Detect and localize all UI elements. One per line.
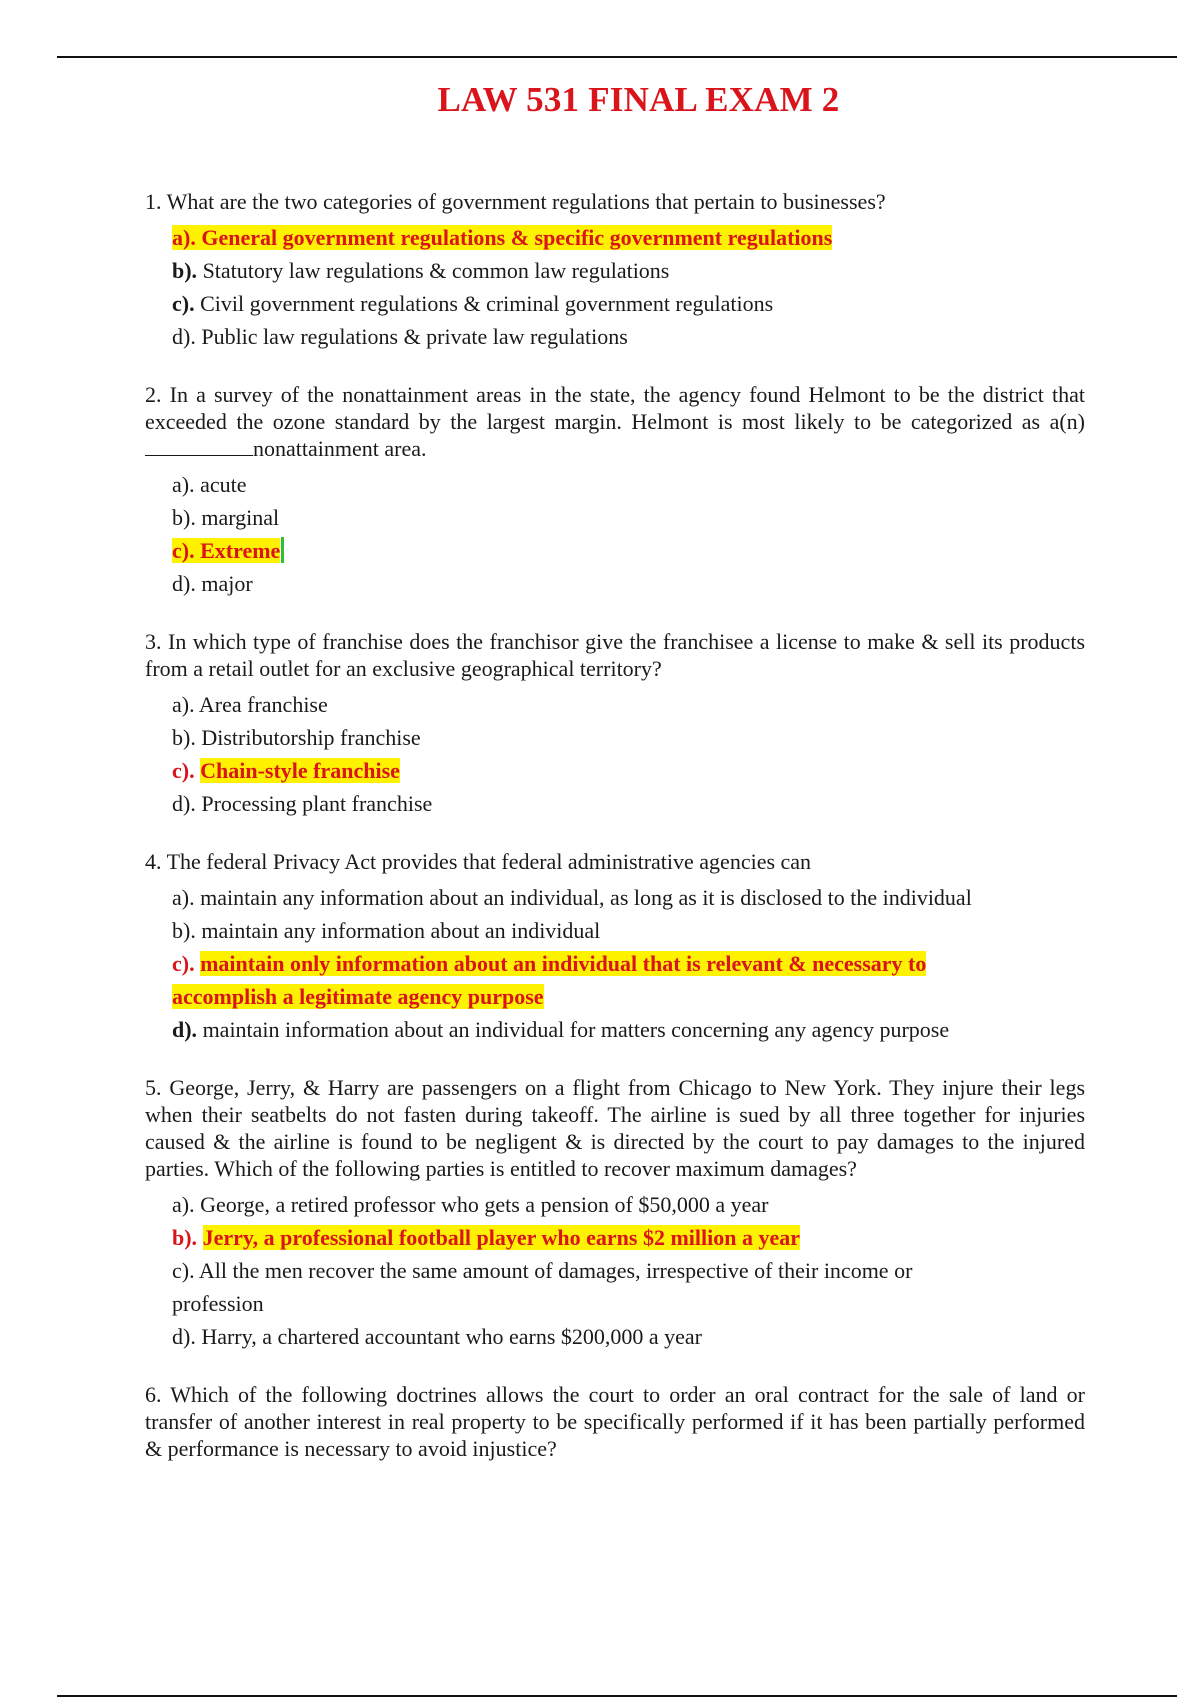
option-text: Jerry, a professional football player who earns $2 million a year xyxy=(202,1225,800,1250)
option-text: Harry, a chartered accountant who earns $200,000 a year xyxy=(201,1324,702,1349)
option-letter: d). xyxy=(172,1017,198,1042)
option-text: Area franchise xyxy=(198,692,328,717)
option-text: maintain information about an individual for matters concerning any agency purpose xyxy=(202,1017,950,1042)
option-text: maintain only information about an individual that is relevant & necessary to accomplish a legitimate agency purpose xyxy=(172,951,927,1009)
option-a xyxy=(172,881,1085,914)
option-text: acute xyxy=(200,472,247,497)
option-letter: c). xyxy=(172,951,195,976)
option-text: Chain-style franchise xyxy=(200,758,400,783)
option-c xyxy=(172,287,1085,320)
option-text: Civil government regulations & criminal government regulations xyxy=(200,291,774,316)
option-a-correct xyxy=(172,221,1085,254)
option-text: major xyxy=(201,571,253,596)
option-letter: c). xyxy=(172,538,195,563)
question-text-after: nonattainment area. xyxy=(253,436,427,461)
option-letter: a). xyxy=(172,885,195,910)
question-1 xyxy=(145,188,1085,353)
option-letter: c). xyxy=(172,291,195,316)
option-text: Extreme xyxy=(200,538,281,563)
option-d xyxy=(172,567,1085,600)
option-b xyxy=(172,914,1085,947)
option-letter: b). xyxy=(172,1225,198,1250)
options-list xyxy=(145,881,1085,1046)
option-c-correct xyxy=(172,754,1085,787)
option-text: marginal xyxy=(201,505,280,530)
question-text: 4. The federal Privacy Act provides that federal administrative agencies can xyxy=(145,849,812,874)
option-letter: b). xyxy=(172,725,196,750)
bottom-rule xyxy=(57,1695,1177,1697)
question-5 xyxy=(145,1074,1085,1353)
option-d xyxy=(172,787,1085,820)
option-letter: b). xyxy=(172,918,196,943)
option-letter: b). xyxy=(172,258,198,283)
option-text: All the men recover the same amount of damages, irrespective of their income or profession xyxy=(172,1258,913,1316)
option-a xyxy=(172,1188,1085,1221)
option-b xyxy=(172,501,1085,534)
page-title: LAW 531 FINAL EXAM 2 xyxy=(437,80,840,119)
option-letter: b). xyxy=(172,505,196,530)
option-b xyxy=(172,254,1085,287)
option-letter: d). xyxy=(172,1324,196,1349)
option-c xyxy=(172,1254,1085,1320)
options-list xyxy=(145,688,1085,820)
option-text: Statutory law regulations & common law regulations xyxy=(202,258,670,283)
options-list xyxy=(145,468,1085,600)
question-text-before: 2. In a survey of the nonattainment areas in the state, the agency found Helmont to be the district that exceeded the ozone standard by the largest margin. Helmont is most likely to be categorized as a(n) xyxy=(145,382,1085,434)
option-letter: a). xyxy=(172,472,195,497)
option-a xyxy=(172,468,1085,501)
options-list xyxy=(145,221,1085,353)
option-text: maintain any information about an individual, as long as it is disclosed to the individual xyxy=(200,885,972,910)
option-b-correct xyxy=(172,1221,1085,1254)
question-3 xyxy=(145,628,1085,820)
option-text: Distributorship franchise xyxy=(201,725,421,750)
option-text: Processing plant franchise xyxy=(201,791,433,816)
option-letter: a). xyxy=(172,1192,195,1217)
option-c-correct xyxy=(172,947,1085,1013)
question-text: 3. In which type of franchise does the franchisor give the franchisee a license to make & sell its products from a retail outlet for an exclusive geographical territory? xyxy=(145,629,1085,681)
option-letter: a). xyxy=(172,225,196,250)
question-4 xyxy=(145,848,1085,1046)
options-list xyxy=(145,1188,1085,1353)
option-a xyxy=(172,688,1085,721)
option-letter: d). xyxy=(172,791,196,816)
fill-in-blank xyxy=(145,437,253,456)
question-text: 1. What are the two categories of government regulations that pertain to businesses? xyxy=(145,189,886,214)
option-letter: d). xyxy=(172,571,196,596)
option-letter: c). xyxy=(172,758,195,783)
option-d xyxy=(172,320,1085,353)
option-text: maintain any information about an individual xyxy=(201,918,601,943)
question-6 xyxy=(145,1381,1085,1462)
option-d xyxy=(172,1013,1085,1046)
option-d xyxy=(172,1320,1085,1353)
option-text: George, a retired professor who gets a pension of $50,000 a year xyxy=(200,1192,769,1217)
question-text xyxy=(145,381,1085,462)
text-cursor xyxy=(281,537,284,563)
question-2 xyxy=(145,381,1085,600)
question-text: 5. George, Jerry, & Harry are passengers on a flight from Chicago to New York. They injure their legs when their seatbelts do not fasten during takeoff. The airline is sued by all three together for injuries caused & the airline is found to be negligent & is directed by the court to pay damages to the injured parties. Which of the following parties is entitled to recover maximum damages? xyxy=(145,1075,1085,1181)
top-rule xyxy=(57,56,1177,58)
question-text: 6. Which of the following doctrines allows the court to order an oral contract for the sale of land or transfer of another interest in real property to be specifically performed if it has been partially performed & performance is necessary to avoid injustice? xyxy=(145,1382,1085,1461)
option-letter: a). xyxy=(172,692,195,717)
exam-content xyxy=(145,188,1085,1490)
option-letter: c). xyxy=(172,1258,195,1283)
option-c-correct xyxy=(172,534,1085,567)
option-b xyxy=(172,721,1085,754)
option-text: Public law regulations & private law regulations xyxy=(201,324,628,349)
option-letter: d). xyxy=(172,324,196,349)
option-text: General government regulations & specific government regulations xyxy=(201,225,833,250)
